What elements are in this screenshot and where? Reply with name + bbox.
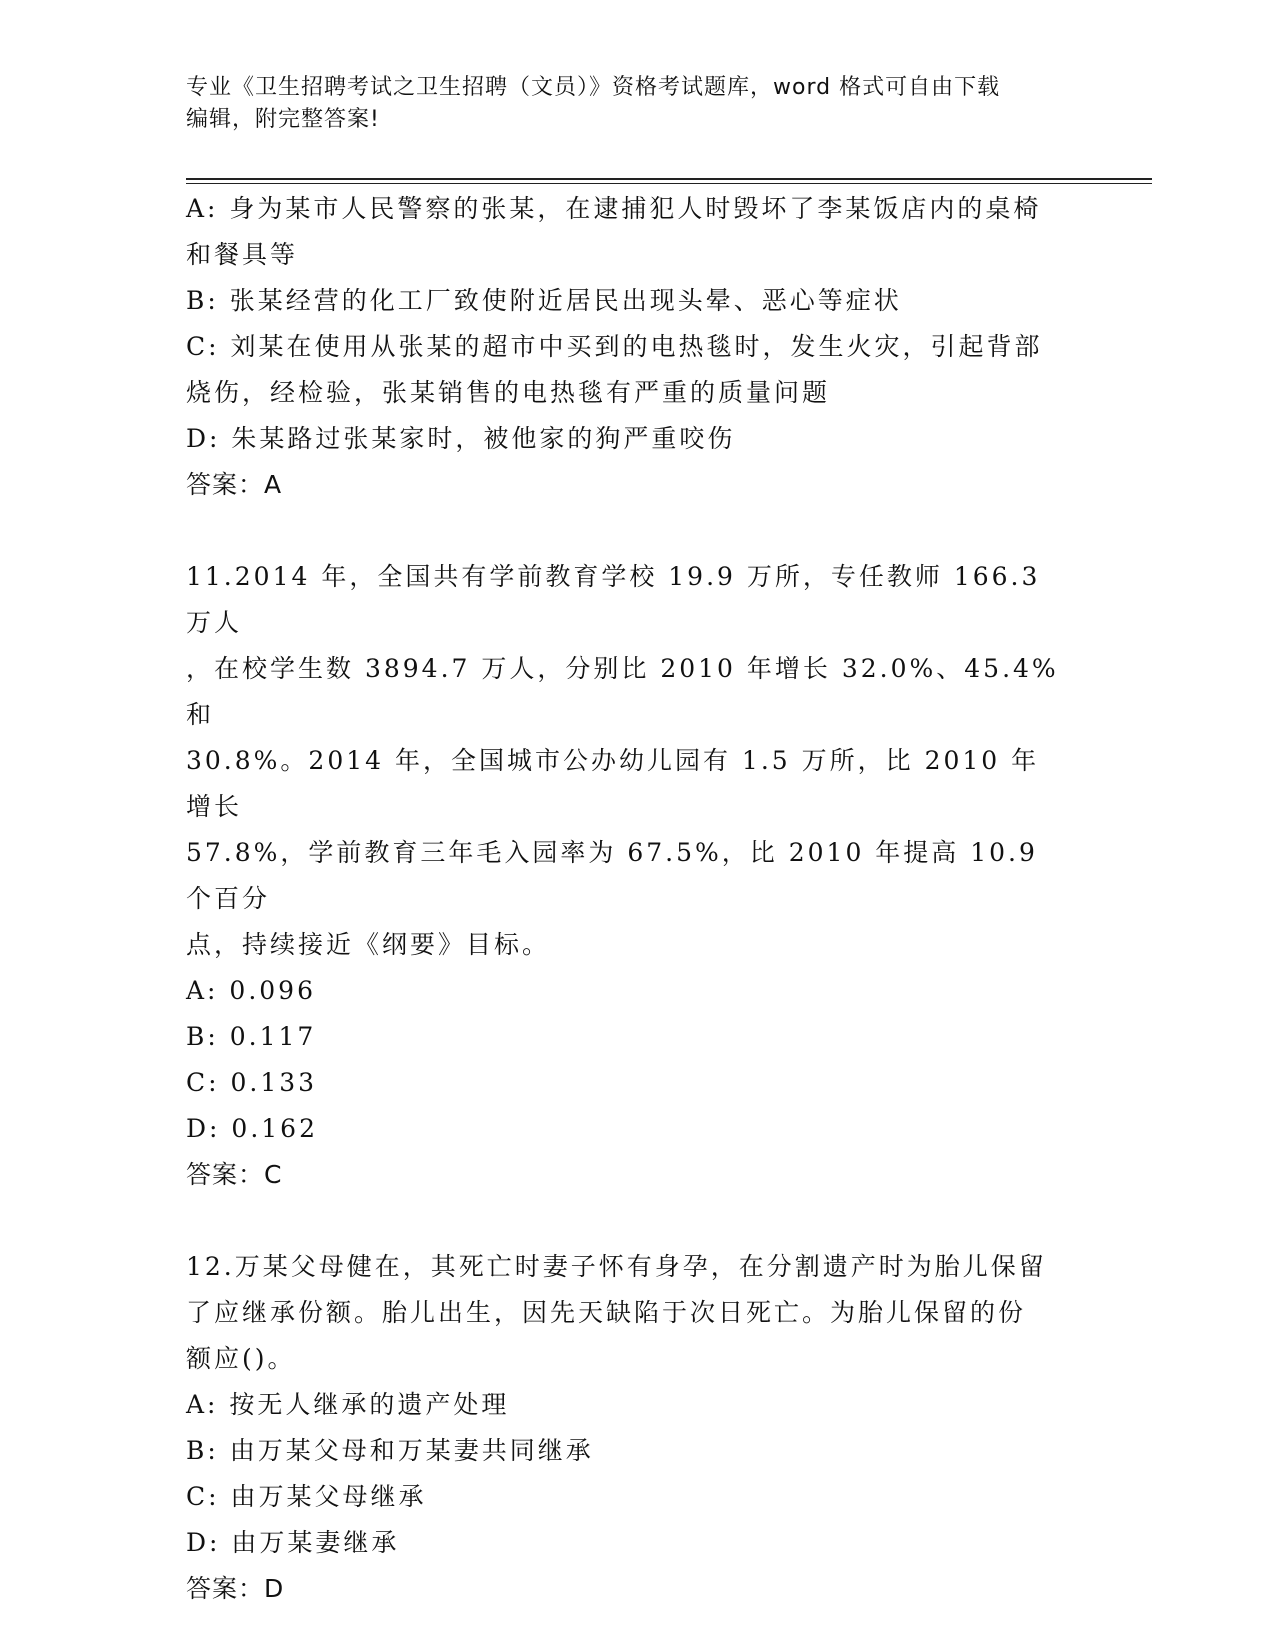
answer-label: 答案：C [186,1160,283,1189]
header-divider [186,178,1152,180]
option-c: C: 刘某在使用从张某的超市中买到的电热毯时，发生火灾，引起背部 [186,332,1043,361]
option-c: C: 0.133 [186,1068,318,1097]
answer-label: 答案：D [186,1574,285,1603]
option-b: B: 张某经营的化工厂致使附近居民出现头晕、恶心等症状 [186,286,902,315]
question-11-block [186,554,1066,1198]
question-stem-continued: 57.8%，学前教育三年毛入园率为 67.5%，比 2010 年提高 10.9 个百分 [186,838,1049,913]
question-stem: 12.万某父母健在，其死亡时妻子怀有身孕，在分割遗产时为胎儿保留 [186,1252,1047,1281]
option-d: D: 朱某路过张某家时，被他家的狗严重咬伤 [186,424,736,453]
option-b: B: 0.117 [186,1022,317,1051]
header-line: 编辑，附完整答案! [186,107,380,132]
answer-label: 答案：A [186,470,283,499]
option-a: A: 身为某市人民警察的张某，在逮捕犯人时毁坏了李某饭店内的桌椅 [186,194,1042,223]
header-line: 专业《卫生招聘考试之卫生招聘（文员）》资格考试题库，word 格式可自由下载 [186,75,1001,100]
question-stem: 11.2014 年，全国共有学前教育学校 19.9 万所，专任教师 166.3 万人 [186,562,1052,637]
document-header [186,72,1066,136]
question-stem-continued: 了应继承份额。胎儿出生，因先天缺陷于次日死亡。为胎儿保留的份 [186,1298,1027,1327]
option-a: A: 0.096 [186,976,316,1005]
question-content [186,186,1066,1612]
question-stem-continued: 点，持续接近《纲要》目标。 [186,930,551,959]
option-a-continued: 和餐具等 [186,240,299,269]
header-divider-thin [186,183,1152,184]
question-10-block [186,186,1066,508]
question-12-block [186,1244,1066,1612]
question-stem-continued: ，在校学生数 3894.7 万人，分别比 2010 年增长 32.0%、45.4%和 [186,654,1059,729]
spacer [186,1198,1066,1244]
question-stem-continued: 额应()。 [186,1344,296,1373]
option-b: B: 由万某父母和万某妻共同继承 [186,1436,594,1465]
option-c: C: 由万某父母继承 [186,1482,427,1511]
option-d: D: 0.162 [186,1114,318,1143]
question-stem-continued: 30.8%。2014 年，全国城市公办幼儿园有 1.5 万所，比 2010 年增长 [186,746,1040,821]
option-a: A: 按无人继承的遗产处理 [186,1390,510,1419]
option-c-continued: 烧伤，经检验，张某销售的电热毯有严重的质量问题 [186,378,831,407]
option-d: D: 由万某妻继承 [186,1528,400,1557]
spacer [186,508,1066,554]
